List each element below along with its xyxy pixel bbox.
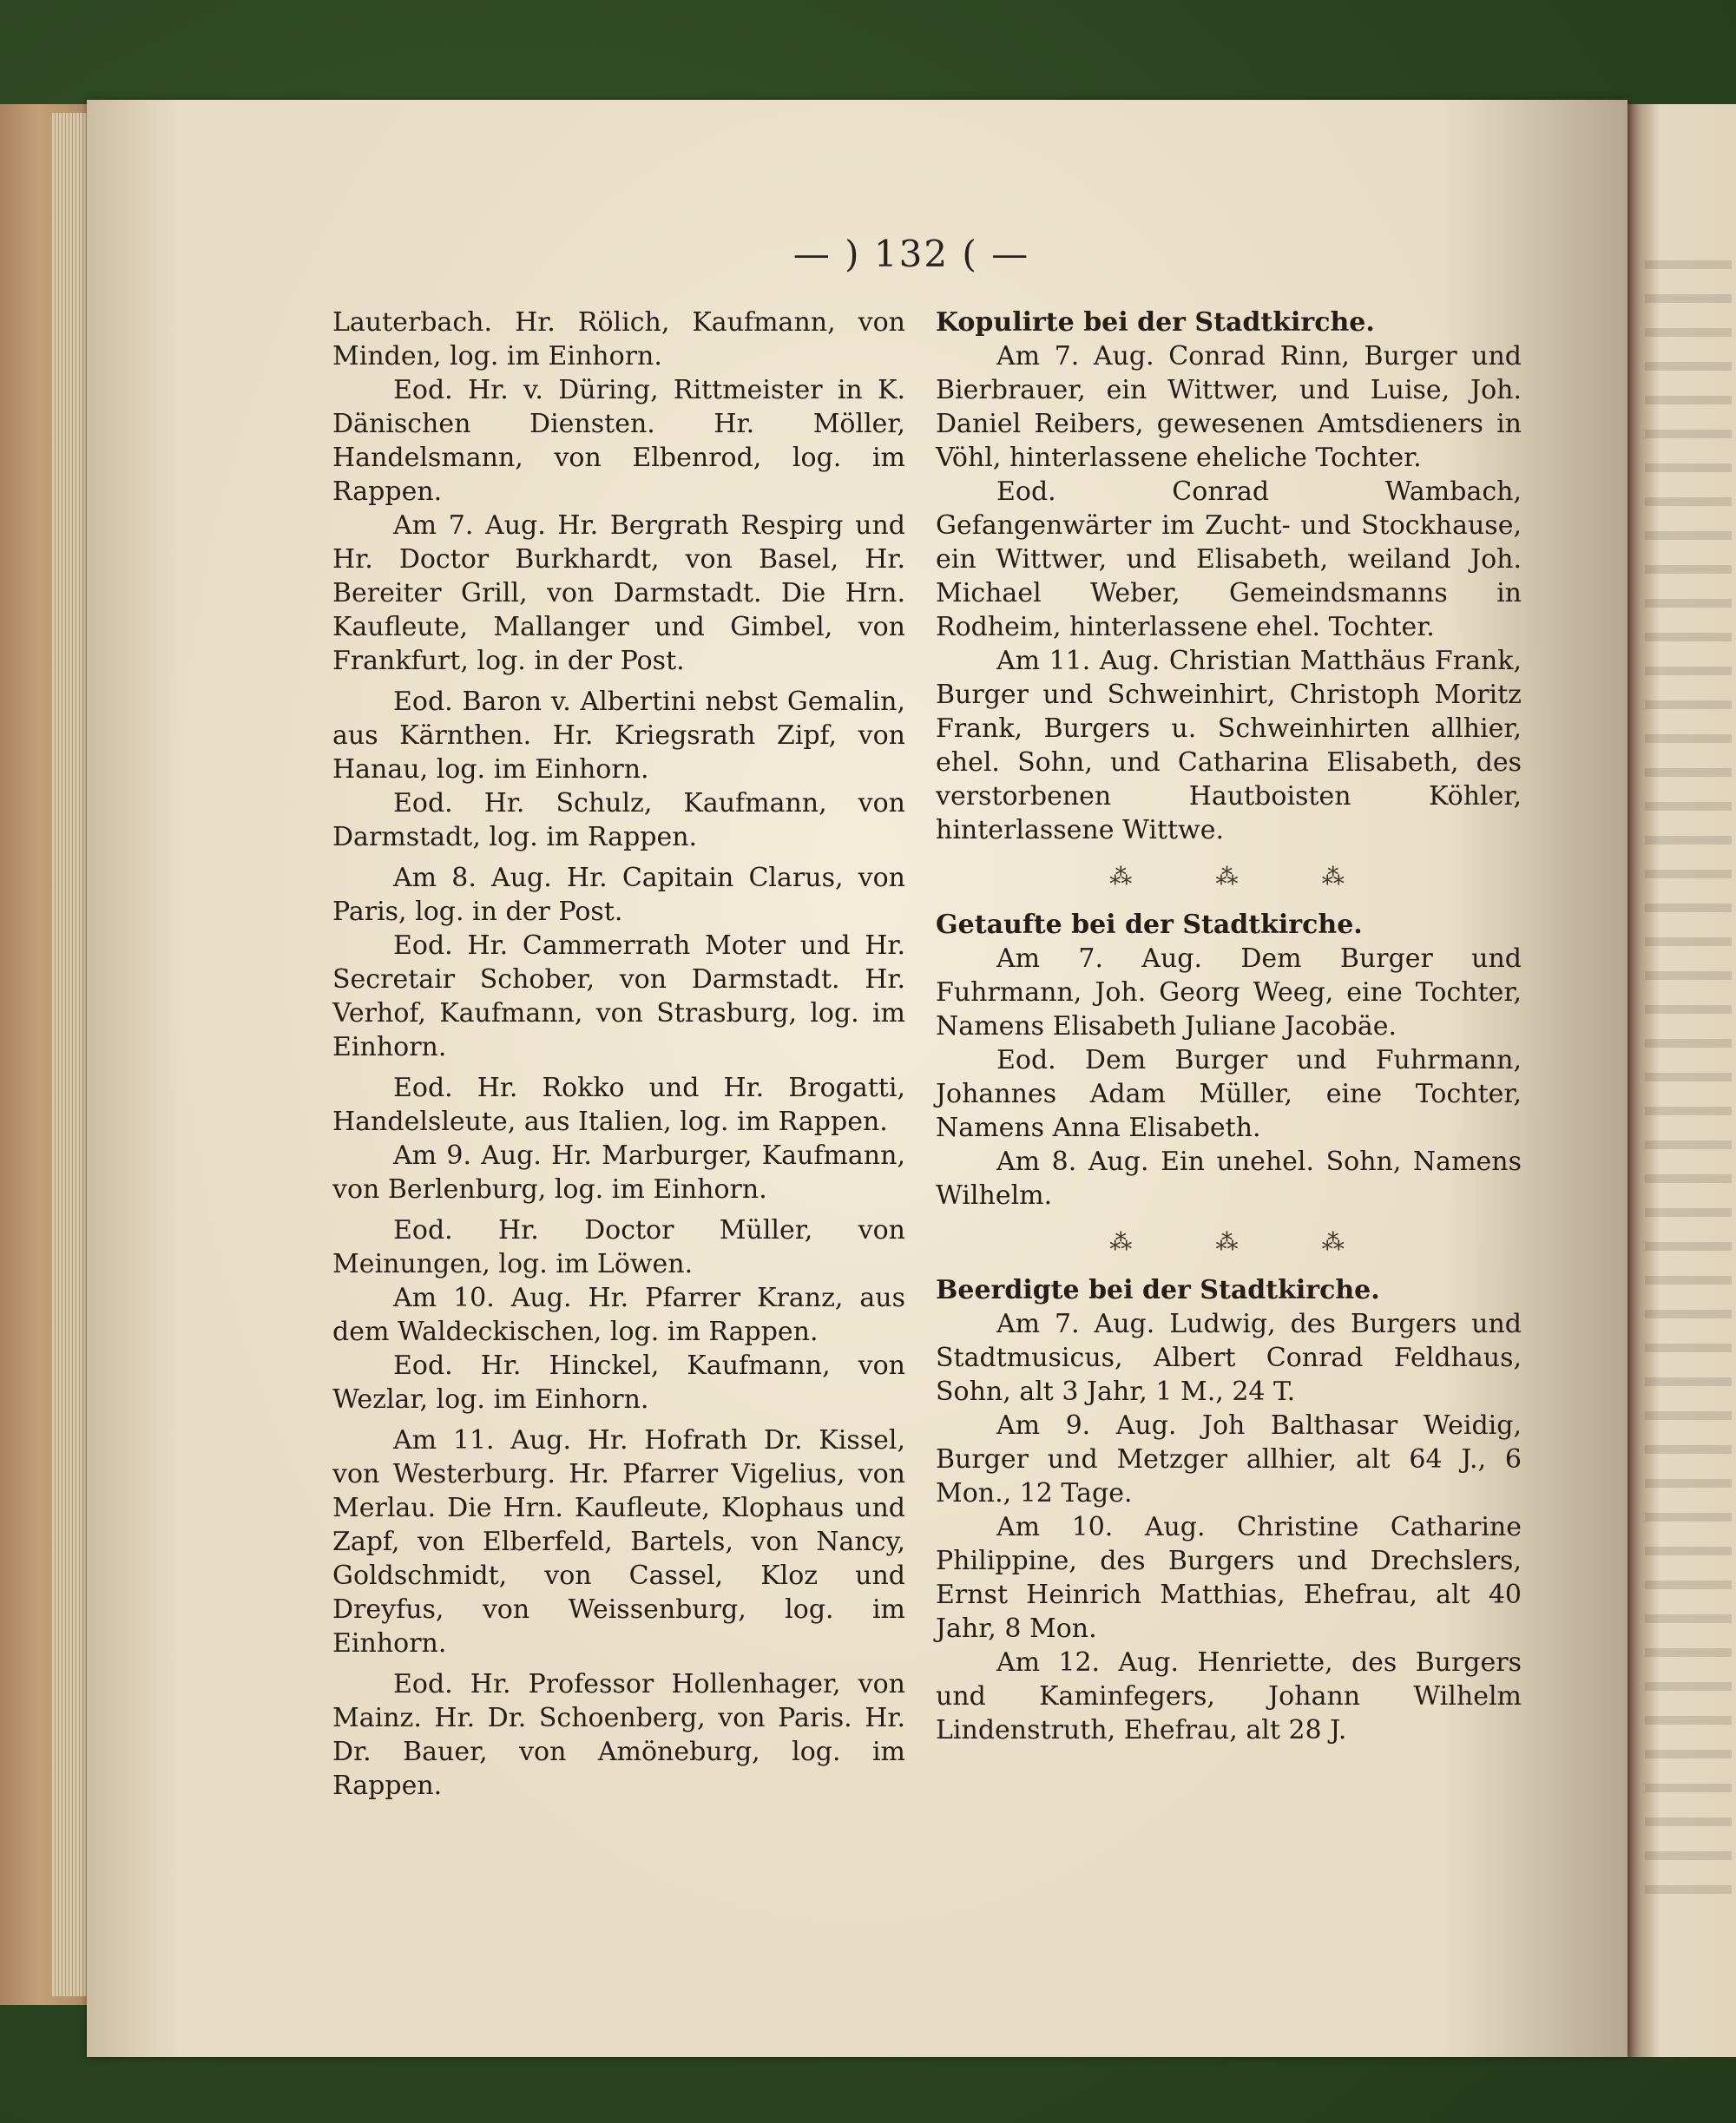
baptized-title: Getaufte bei der Stadtkirche.: [936, 910, 1363, 940]
arrival-entry: Eod. Baron v. Albertini nebst Gemalin, aus Kärnthen. Hr. Kriegsrath Zipf, von Hanau, log. im Einhorn.: [332, 687, 905, 785]
ornament-divider: [936, 1213, 1522, 1273]
asterism-icon: ⁂: [1321, 1230, 1348, 1256]
buried-entry: Am 12. Aug. Henriette, des Burgers und Kaminfegers, Johann Wilhelm Lindenstruth, Ehefrau, alt 28 J.: [936, 1647, 1522, 1745]
page-number: — ) 132 ( —: [792, 233, 1030, 275]
asterism-icon: ⁂: [1215, 864, 1242, 891]
left-column: [332, 306, 905, 1803]
buried-entry: Am 7. Aug. Ludwig, des Burgers und Stadtmusicus, Albert Conrad Feldhaus, Sohn, alt 3 Jahr, 1 M., 24 T.: [936, 1309, 1522, 1407]
arrival-entry: Eod. Hr. Doctor Müller, von Meinungen, log. im Löwen.: [332, 1215, 905, 1279]
arrival-entry: Am 7. Aug. Hr. Bergrath Respirg und Hr. Doctor Burkhardt, von Basel, Hr. Bereiter Grill, von Darmstadt. Die Hrn. Kaufleute, Mallanger und Gimbel, von Frankfurt, log. in der Post.: [332, 510, 905, 676]
baptized-entry: Eod. Dem Burger und Fuhrmann, Johannes Adam Müller, eine Tochter, Namens Anna Elisabeth.: [936, 1045, 1522, 1143]
asterism-icon: ⁂: [1109, 864, 1136, 891]
asterism-icon: ⁂: [1109, 1230, 1136, 1256]
baptized-entry: Am 7. Aug. Dem Burger und Fuhrmann, Joh. Georg Weeg, eine Tochter, Namens Elisabeth Juliane Jacobäe.: [936, 943, 1522, 1042]
arrival-entry: Am 11. Aug. Hr. Hofrath Dr. Kissel, von Westerburg. Hr. Pfarrer Vigelius, von Merlau. Die Hrn. Kaufleute, Klophaus und Zapf, von Elberfeld, Bartels, von Nancy, Goldschmidt, von Cassel, Kloz und Dreyfus, von Weissenburg, log. im Einhorn.: [332, 1425, 905, 1659]
facing-page-text-shadow: [1645, 260, 1732, 1909]
arrival-entry: Am 8. Aug. Hr. Capitain Clarus, von Paris, log. in der Post.: [332, 863, 905, 927]
buried-entry: Am 10. Aug. Christine Catharine Philippine, des Burgers und Drechslers, Ernst Heinrich Matthias, Ehefrau, alt 40 Jahr, 8 Mon.: [936, 1512, 1522, 1644]
arrival-entry: Am 10. Aug. Hr. Pfarrer Kranz, aus dem Waldeckischen, log. im Rappen.: [332, 1283, 905, 1347]
arrival-entry: Eod. Hr. Professor Hollenhager, von Mainz. Hr. Dr. Schoenberg, von Paris. Hr. Dr. Bauer, von Amöneburg, log. im Rappen.: [332, 1669, 905, 1801]
right-column: [936, 306, 1522, 1747]
asterism-icon: ⁂: [1215, 1230, 1242, 1256]
arrival-entry: Eod. Hr. Hinckel, Kaufmann, von Wezlar, log. im Einhorn.: [332, 1351, 905, 1415]
arrival-entry: Lauterbach. Hr. Rölich, Kaufmann, von Minden, log. im Einhorn.: [332, 307, 905, 371]
ornament-divider: [936, 847, 1522, 908]
copulated-entry: Eod. Conrad Wambach, Gefangenwärter im Zucht- und Stockhause, ein Wittwer, und Elisabeth, weiland Joh. Michael Weber, Gemeindsmanns in Rodheim, hinterlassene ehel. Tochter.: [936, 477, 1522, 642]
baptized-entry: Am 8. Aug. Ein unehel. Sohn, Namens Wilhelm.: [936, 1147, 1522, 1211]
arrival-entry: Eod. Hr. v. Düring, Rittmeister in K. Dänischen Diensten. Hr. Möller, Handelsmann, von Elbenrod, log. im Rappen.: [332, 375, 905, 507]
buried-title: Beerdigte bei der Stadtkirche.: [936, 1275, 1380, 1305]
arrival-entry: Eod. Hr. Rokko und Hr. Brogatti, Handelsleute, aus Italien, log. im Rappen.: [332, 1073, 905, 1137]
buried-entry: Am 9. Aug. Joh Balthasar Weidig, Burger und Metzger allhier, alt 64 J., 6 Mon., 12 Tage.: [936, 1410, 1522, 1508]
arrival-entry: Am 9. Aug. Hr. Marburger, Kaufmann, von Berlenburg, log. im Einhorn.: [332, 1140, 905, 1205]
arrival-entry: Eod. Hr. Cammerrath Moter und Hr. Secretair Schober, von Darmstadt. Hr. Verhof, Kaufmann, von Strasburg, log. im Einhorn.: [332, 930, 905, 1062]
copulated-entry: Am 11. Aug. Christian Matthäus Frank, Burger und Schweinhirt, Christoph Moritz Frank, Burgers u. Schweinhirten allhier, ehel. Sohn, und Catharina Elisabeth, des verstorbenen Hautboisten Köhler, hinterlassene Wittwe.: [936, 646, 1522, 845]
page-stack-edges: [52, 113, 89, 1996]
copulated-title: Kopulirte bei der Stadtkirche.: [936, 307, 1375, 338]
arrival-entry: Eod. Hr. Schulz, Kaufmann, von Darmstadt, log. im Rappen.: [332, 788, 905, 852]
copulated-entry: Am 7. Aug. Conrad Rinn, Burger und Bierbrauer, ein Wittwer, und Luise, Joh. Daniel Reibers, gewesenen Amtsdieners in Vöhl, hinterlassene eheliche Tochter.: [936, 341, 1522, 473]
asterism-icon: ⁂: [1321, 864, 1348, 891]
